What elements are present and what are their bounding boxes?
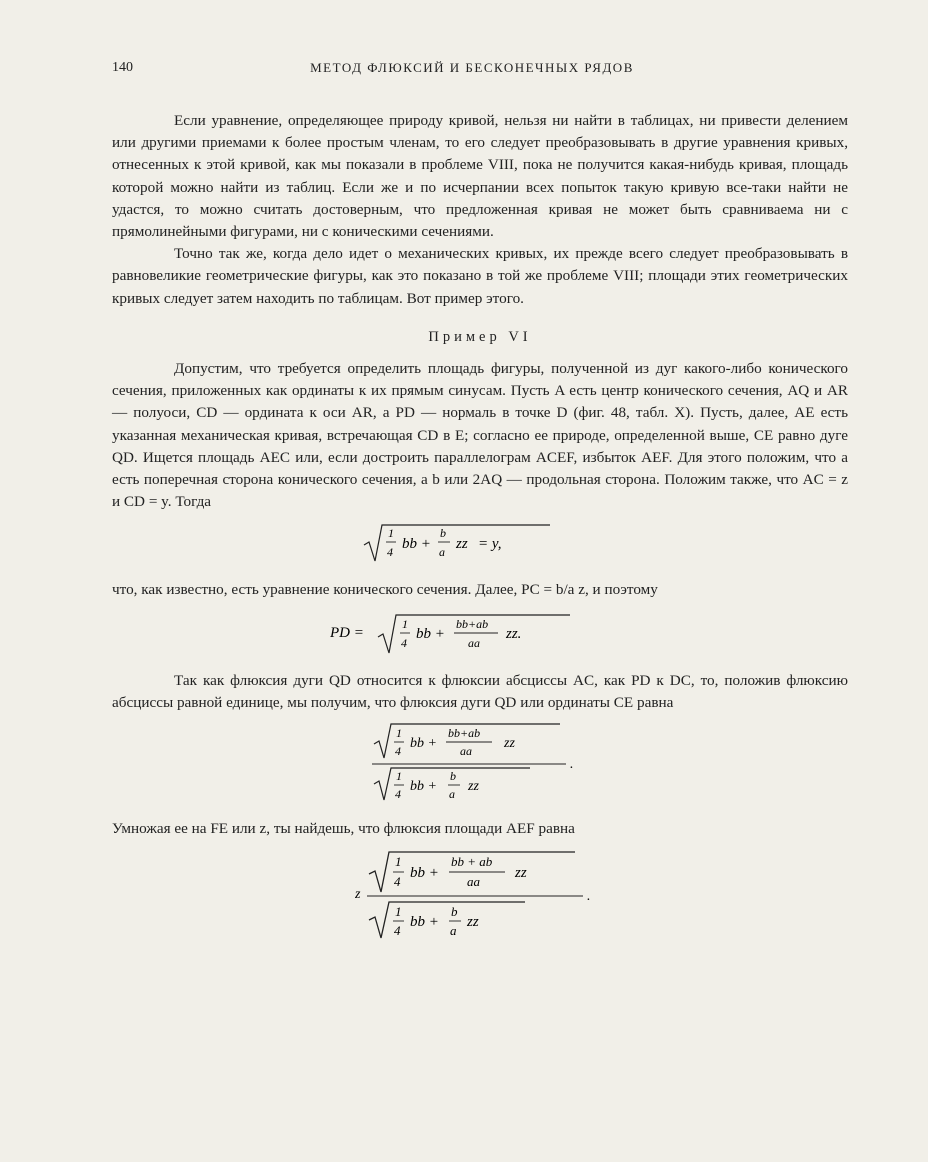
svg-text:zz: zz bbox=[467, 913, 479, 930]
paragraph-2: Точно так же, когда дело идет о механических кривых, их прежде всего следует преобразовывать в равновеликие геометрические фигуры, как это показано в той же проблеме VIII; площади этих геометрических кривых следует затем находить по таблицам. Вот пример этого. bbox=[112, 245, 848, 307]
svg-text:zz: zz bbox=[504, 736, 515, 752]
svg-text:bb+ab: bb+ab bbox=[448, 726, 481, 741]
formula-4 bbox=[112, 846, 848, 949]
svg-text:a: a bbox=[450, 922, 457, 938]
formula-1-svg bbox=[360, 519, 600, 565]
formula-2 bbox=[112, 607, 848, 664]
svg-text:1: 1 bbox=[395, 853, 402, 869]
svg-text:b: b bbox=[450, 769, 456, 784]
svg-text:4: 4 bbox=[401, 635, 407, 650]
section-heading: Пример VI bbox=[428, 328, 532, 345]
svg-text:4: 4 bbox=[394, 922, 401, 938]
svg-text:aa: aa bbox=[467, 873, 480, 889]
svg-text:aa: aa bbox=[460, 744, 472, 759]
svg-text:1: 1 bbox=[396, 769, 402, 784]
page-header bbox=[112, 60, 832, 84]
svg-text:4: 4 bbox=[387, 545, 393, 560]
svg-text:bb +: bb + bbox=[410, 736, 437, 752]
formula-4-lead: z bbox=[355, 886, 361, 902]
svg-text:bb +: bb + bbox=[402, 536, 431, 553]
svg-text:4: 4 bbox=[394, 873, 401, 889]
svg-text:1: 1 bbox=[395, 903, 402, 919]
svg-text:a: a bbox=[449, 787, 455, 802]
running-title: МЕТОД ФЛЮКСИЙ И БЕСКОНЕЧНЫХ РЯДОВ bbox=[310, 60, 634, 75]
paragraph-6: Умножая ее на FE или z, ты найдешь, что флюксия площади AEF равна bbox=[112, 819, 575, 837]
svg-text:aa: aa bbox=[468, 635, 480, 650]
svg-text:zz: zz bbox=[468, 779, 479, 795]
svg-text:zz: zz bbox=[515, 864, 527, 881]
svg-text:bb +: bb + bbox=[410, 864, 439, 881]
svg-text:1: 1 bbox=[396, 726, 402, 741]
svg-text:1: 1 bbox=[388, 526, 394, 541]
formula-4-tail: . bbox=[587, 888, 591, 904]
svg-text:4: 4 bbox=[395, 787, 401, 802]
svg-text:bb +: bb + bbox=[410, 913, 439, 930]
formula-1-tail: = y, bbox=[478, 536, 502, 553]
paragraph-4: что, как известно, есть уравнение конического сечения. Далее, PC = b/a z, и поэтому bbox=[112, 580, 658, 598]
formula-3-tail: . bbox=[570, 757, 574, 773]
formula-4-svg bbox=[355, 846, 605, 942]
paragraph-1: Если уравнение, определяющее природу кривой, нельзя ни найти в таблицах, ни привести делением или другими приемами к более простым членам, то его следует преобразовывать в другие уравнения кривых, отнесенных к этой кривой, как мы показали в проблеме VIII, пока не получится какая-нибудь кривая, площадь которой можно найти из таблиц. Если же и по исчерпании всех попыток такую кривую все-таки найти не удастся, то можно считать достоверным, что предложенная кривая не может быть сравниваема ни с прямолинейными фигурами, ни с коническими сечениями. bbox=[112, 112, 848, 241]
svg-text:1: 1 bbox=[402, 616, 408, 631]
svg-text:bb+ab: bb+ab bbox=[456, 616, 489, 631]
formula-3-svg bbox=[370, 720, 590, 804]
body-text bbox=[112, 110, 848, 955]
formula-2-svg bbox=[330, 607, 630, 657]
svg-text:a: a bbox=[439, 545, 445, 560]
formula-3 bbox=[112, 720, 848, 811]
svg-text:4: 4 bbox=[395, 744, 401, 759]
page-number: 140 bbox=[112, 60, 133, 75]
paragraph-3: Допустим, что требуется определить площадь фигуры, полученной из дуг какого-либо конического сечения, приложенных как ординаты к их прямым синусам. Пусть A есть центр конического сечения, AQ и AR — полуоси, CD — ордината к оси AR, а PD — нормаль в точке D (фиг. 48, табл. X). Пусть, далее, AE есть указанная механическая кривая, встречающая CD в E; согласно ее природе, определенной выше, CE равно дуге QD. Ищется площадь AEC или, если достроить параллелограм ACEF, избыток AEF. Для этого положим, что a есть поперечная сторона конического сечения, а b или 2AQ — продольная сторона. Положим также, что AC = z и CD = y. Тогда bbox=[112, 360, 848, 511]
svg-text:bb + ab: bb + ab bbox=[451, 853, 493, 869]
svg-text:b: b bbox=[451, 903, 458, 919]
svg-text:zz: zz bbox=[456, 536, 468, 553]
svg-text:b: b bbox=[440, 526, 446, 541]
paragraph-5: Так как флюксия дуги QD относится к флюксии абсциссы AC, как PD к DC, то, положив флюксию абсциссы равной единице, мы получим, что флюксия дуги QD или ординаты CE равна bbox=[112, 672, 848, 712]
formula-2-tail: zz. bbox=[506, 625, 522, 642]
svg-text:bb +: bb + bbox=[410, 779, 437, 795]
formula-1 bbox=[112, 519, 848, 572]
formula-2-lhs: PD = bbox=[330, 624, 364, 641]
svg-text:bb +: bb + bbox=[416, 625, 445, 642]
